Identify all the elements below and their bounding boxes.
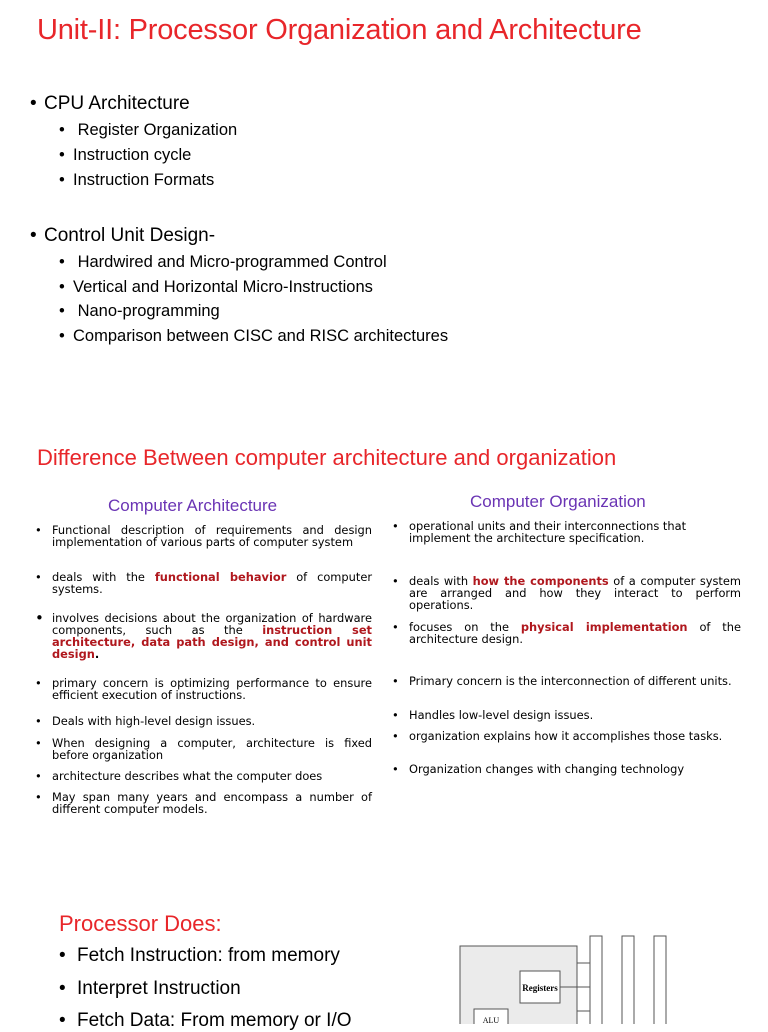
architecture-list: • Functional description of requirements and design implementation of various parts of computer system • deals with the functional behavior of computer systems. • involves decisions about the organization of hardware components, such as the instruction set architecture, data path design, and control unit design. • primary concern is optimizing performance to ensure efficient execution of instructions. • Deals with high-level design issues. • When designing a computer, architecture is fixed before organization • architecture describes what the computer does • May span many years and encompass a number of different computer models. bbox=[35, 523, 373, 816]
bus-line bbox=[622, 936, 634, 1024]
outline-item: • Vertical and Horizontal Micro-Instructions bbox=[59, 278, 373, 296]
outline-item: • Instruction cycle bbox=[59, 146, 192, 164]
outline-item: • Instruction Formats bbox=[59, 171, 215, 189]
bus-line bbox=[654, 936, 666, 1024]
cpu-diagram-svg bbox=[440, 925, 700, 1024]
list-item: • Interpret Instruction bbox=[59, 978, 241, 999]
cpu-diagram bbox=[440, 925, 700, 1029]
difference-title: Difference Between computer architecture and organization bbox=[37, 445, 617, 470]
outline-item: • Register Organization bbox=[59, 121, 238, 139]
architecture-heading: Computer Architecture bbox=[108, 496, 278, 515]
processor-title: Processor Does: bbox=[59, 911, 222, 936]
outline-item: • Nano-programming bbox=[59, 302, 220, 320]
outline-heading-cpu-architecture: • CPU Architecture bbox=[30, 93, 190, 114]
list-item: • Fetch Data: From memory or I/O bbox=[59, 1010, 352, 1031]
list-item: • Fetch Instruction: from memory bbox=[59, 945, 340, 966]
page-title: Unit-II: Processor Organization and Architecture bbox=[37, 14, 642, 46]
registers-label: Registers bbox=[522, 983, 558, 993]
bus-line bbox=[590, 936, 602, 1024]
organization-heading: Computer Organization bbox=[470, 492, 646, 511]
outline-item: • Comparison between CISC and RISC architectures bbox=[59, 327, 449, 345]
alu-label: ALU bbox=[482, 1016, 500, 1024]
outline-heading-control-unit-design: • Control Unit Design- bbox=[30, 225, 216, 246]
outline-item: • Hardwired and Micro-programmed Control bbox=[59, 253, 387, 271]
organization-list: • operational units and their interconnections that implement the architecture specification. • deals with how the components of a computer system are arranged and how they interact to perform operations. • focuses on the physical implementation of the architecture design. • Primary concern is the interconnection of different units. • Handles low-level design issues. • organization explains how it accomplishes those tasks. • Organization changes with changing technology bbox=[392, 519, 742, 776]
